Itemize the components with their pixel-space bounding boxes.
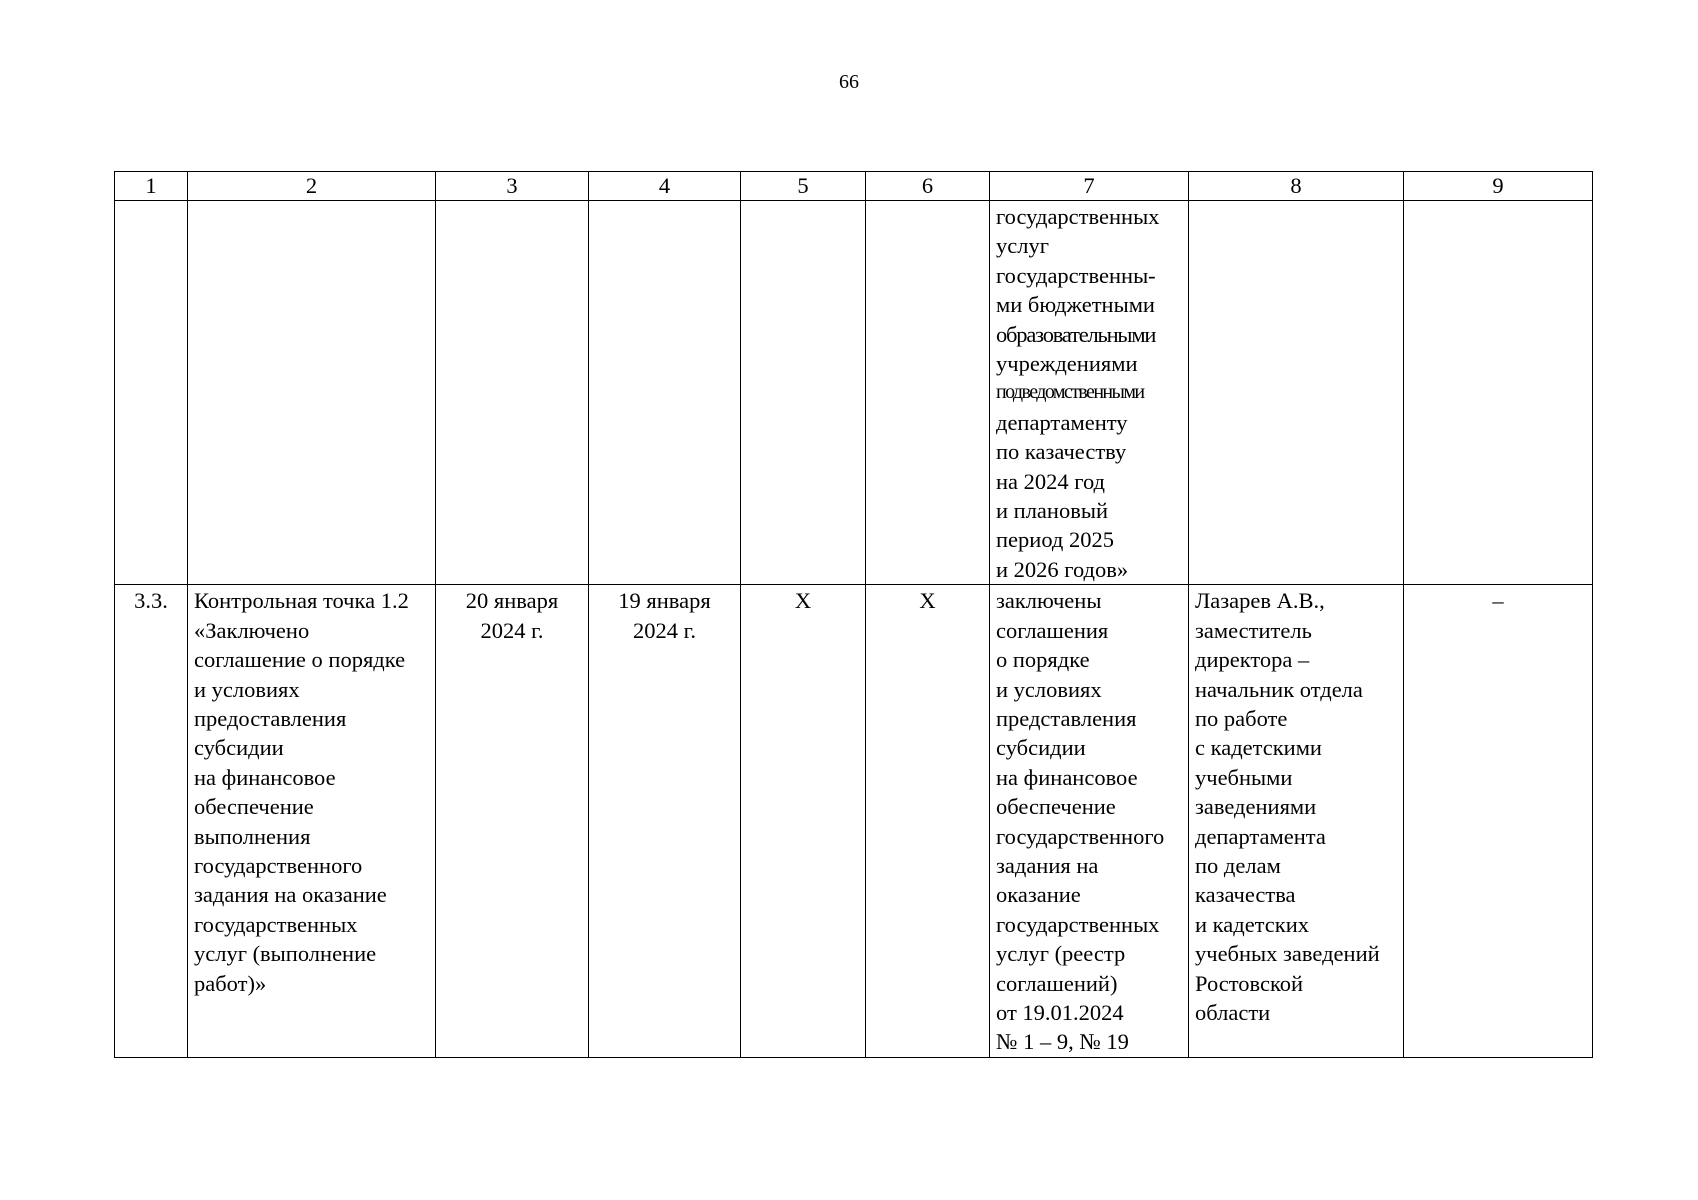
cont-cell-4 xyxy=(589,201,741,585)
cont-cell-1 xyxy=(115,201,188,585)
header-cell-5: 5 xyxy=(741,172,866,201)
control-points-table xyxy=(114,171,1593,1058)
cont-cell-8 xyxy=(1189,201,1404,585)
cont-cell-7-result-continuation xyxy=(990,201,1189,585)
header-cell-2: 2 xyxy=(188,172,436,201)
cont-cell-3 xyxy=(436,201,589,585)
cont-cell-2 xyxy=(188,201,436,585)
col6-cell: X xyxy=(866,585,990,1058)
header-cell-6: 6 xyxy=(866,172,990,201)
col9-cell: – xyxy=(1404,585,1593,1058)
cont-line: учреждениями xyxy=(996,351,1138,377)
cont-line: ми бюджетными xyxy=(996,292,1155,318)
cont-cell-9 xyxy=(1404,201,1593,585)
table-row-continuation xyxy=(115,201,1593,585)
cont-line: и плановый xyxy=(996,498,1108,524)
cont-line: подведомственными xyxy=(996,381,1144,404)
cont-line: департаменту xyxy=(996,409,1128,435)
table-row-3-3 xyxy=(115,585,1593,1058)
cont-line: на 2024 год xyxy=(996,468,1105,494)
header-cell-8: 8 xyxy=(1189,172,1404,201)
cont-cell-6 xyxy=(866,201,990,585)
header-cell-4: 4 xyxy=(589,172,741,201)
cont-line: период 2025 xyxy=(996,527,1114,553)
actual-date-cell: 19 января 2024 г. xyxy=(589,585,741,1058)
cont-line: услуг xyxy=(996,233,1049,259)
cont-line: государственных xyxy=(996,204,1160,229)
cont-cell-5 xyxy=(741,201,866,585)
header-cell-3: 3 xyxy=(436,172,589,201)
cont-line: и 2026 годов» xyxy=(996,556,1129,582)
row-number-cell: 3.3. xyxy=(115,585,188,1058)
responsible-cell: Лазарев А.В., заместитель директора – начальник отдела по работе с кадетскими учебными заведениями департамента по делам казачества и кадетских учебных заведений Ростовской области xyxy=(1189,585,1404,1058)
cont-line: по казачеству xyxy=(996,439,1127,465)
table-header-row xyxy=(115,172,1593,201)
cont-line: государственны- xyxy=(996,262,1156,288)
header-cell-9: 9 xyxy=(1404,172,1593,201)
result-cell: заключены соглашения о порядке и условиях представления субсидии на финансовое обеспечение государственного задания на оказание государственных услуг (реестр соглашений) от 19.01.2024 № 1 – 9, № 19 xyxy=(990,585,1189,1058)
page-number: 66 xyxy=(839,71,859,93)
header-cell-7: 7 xyxy=(990,172,1189,201)
cont-line: образовательными xyxy=(996,321,1156,347)
header-cell-1: 1 xyxy=(115,172,188,201)
planned-date-cell: 20 января 2024 г. xyxy=(436,585,589,1058)
event-name-cell: Контрольная точка 1.2 «Заключено соглашение о порядке и условиях предоставления субсидии на финансовое обеспечение выполнения государственного задания на оказание государственных услуг (выполнение работ)» xyxy=(188,585,436,1058)
col5-cell: X xyxy=(741,585,866,1058)
